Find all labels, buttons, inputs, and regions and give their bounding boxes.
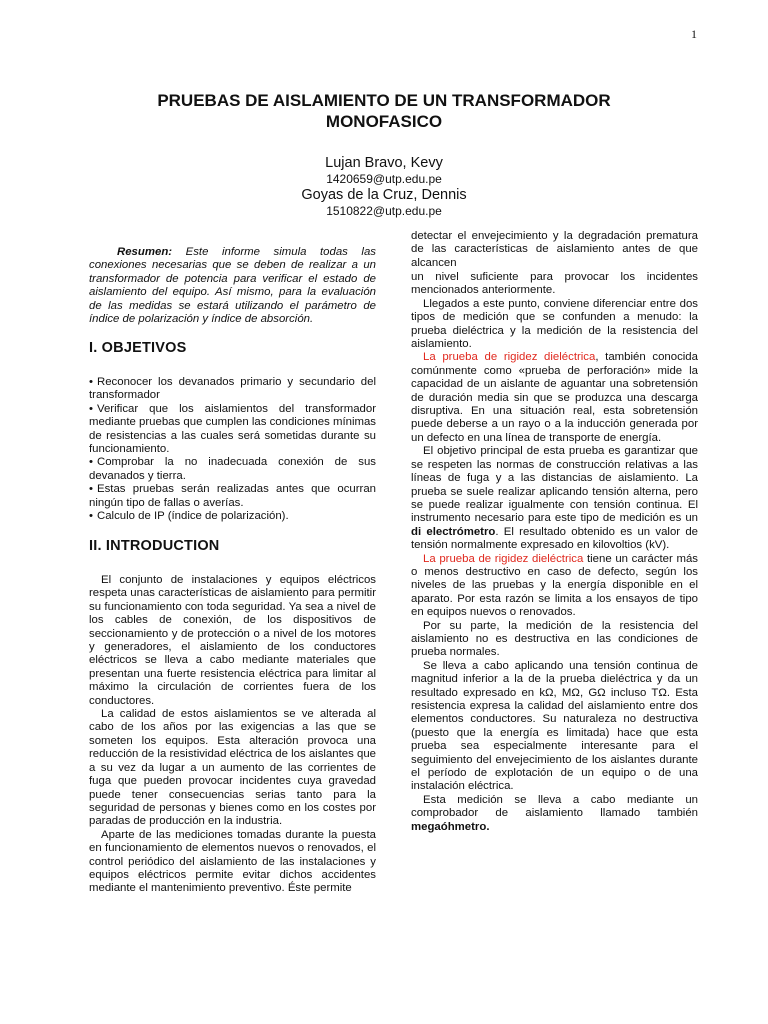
title-line-2: MONOFASICO	[325, 112, 443, 131]
right-paragraph-2: Llegados a este punto, conviene diferenciar entre dos tipos de medición que se confunden a menudo: la prueba dieléctrica y la medición de la resistencia del aislamiento.	[411, 297, 698, 351]
list-item: • Comprobar la no inadecuada conexión de sus devanados y tierra.	[89, 456, 376, 482]
list-item: • Verificar que los aislamientos del transformador mediante pruebas que cumplen las condiciones mínimas de resistencias a las cuales será sometidas durante su funcionamiento.	[89, 402, 376, 456]
right-paragraph-8: Esta medición se lleva a cabo mediante un comprobador de aislamiento llamado también megaóhmetro.	[411, 793, 698, 833]
intro-paragraph-1: El conjunto de instalaciones y equipos eléctricos respeta unas características de aislamiento para permitir su funcionamiento con toda seguridad. Ya sea a nivel de los cables de conexión, de los dispositivos de seccionamiento y de protección o a nivel de los motores y generadores, el aislamiento de los conductores eléctricos se lleva a cabo mediante materiales que presentan una fuerte resistencia eléctrica para limitar al máximo la circulación de corrientes fuera de los conductores.	[89, 574, 376, 707]
right-paragraph-3: La prueba de rigidez dieléctrica, también conocida comúnmente como «prueba de perforación» mide la capacidad de un aislante de aguantar una sobretensión de duración media sin que se produzca una descarga disruptiva. En una situación real, esta sobretensión puede deberse a un rayo o a la inducción generada por un defecto en una línea de transporte de energía.	[411, 351, 698, 444]
page-number: 1	[691, 27, 697, 41]
abstract	[89, 246, 376, 326]
bold-dielectrometro: di electrómetro	[411, 525, 496, 538]
highlight-rigidez-1: La prueba de rigidez dieléctrica	[423, 351, 596, 364]
author-email-2: 1510822@utp.edu.pe	[326, 204, 442, 218]
author-block	[0, 155, 768, 219]
right-paragraph-6: Por su parte, la medición de la resistencia del aislamiento no es destructiva en las condiciones de prueba normales.	[411, 619, 698, 659]
abstract-label: Resumen:	[117, 246, 173, 258]
introduction-body	[89, 574, 376, 896]
list-item: • Reconocer los devanados primario y secundario del transformador	[89, 376, 376, 402]
author-name-2: Goyas de la Cruz, Dennis	[301, 187, 467, 203]
bold-megaohmetro: megaóhmetro.	[411, 820, 490, 833]
paper-title	[60, 90, 708, 132]
intro-paragraph-3: Aparte de las mediciones tomadas durante la puesta en funcionamiento de elementos nuevos o renovados, el control periódico del aislamiento de las instalaciones y equipos eléctricos permite evitar dichos accidentes mediante el mantenimiento preventivo. Éste permite	[89, 828, 376, 895]
objectives-list	[89, 376, 376, 523]
right-column-body	[411, 271, 698, 834]
list-item: • Calculo de IP (índice de polarización).	[89, 510, 289, 523]
list-item: • Estas pruebas serán realizadas antes que ocurran ningún tipo de fallas o averías.	[89, 483, 376, 509]
right-paragraph-7: Se lleva a cabo aplicando una tensión continua de magnitud inferior a la de la prueba dieléctrica y da un resultado expresado en kΩ, MΩ, GΩ incluso TΩ. Esta resistencia expresa la calidad del aislamiento entre dos elementos conductores. Su naturaleza no destructiva (puesto que la energía es limitada) hace que esta prueba sea especialmente interesante para el seguimiento del envejecimiento de los aislantes durante el período de explotación de un equipo o de una instalación eléctrica.	[411, 659, 698, 793]
section-heading-objetivos: I. OBJETIVOS	[89, 340, 187, 356]
section-heading-introduction: II. INTRODUCTION	[89, 538, 220, 554]
right-paragraph-1: un nivel suficiente para provocar los incidentes mencionados anteriormente.	[411, 271, 698, 297]
intro-paragraph-2: La calidad de estos aislamientos se ve alterada al cabo de los años por las exigencias a las que se someten los equipos. Esta alteración provoca una reducción de la resistividad eléctrica de los aislantes que a su vez da lugar a un aumento de las corrientes de fuga que pueden provocar incidentes cuya gravedad puede tener consecuencias serias tanto para la seguridad de personas y bienes como en los costes por paradas de producción en la industria.	[89, 708, 376, 828]
right-column-top	[411, 230, 698, 270]
right-top-text: detectar el envejecimiento y la degradación prematura de las características de aislamiento antes de que alcancen	[411, 230, 698, 269]
title-line-1: PRUEBAS DE AISLAMIENTO DE UN TRANSFORMADOR	[157, 91, 611, 110]
author-email-1: 1420659@utp.edu.pe	[326, 172, 442, 186]
abstract-text: Este informe simula todas las conexiones necesarias que se deben de realizar a un transformador de potencia para verificar el estado de aislamiento del equipo. Así mismo, para la evaluación de las medidas se estará utilizando el parámetro de índice de polarización y índice de absorción.	[89, 246, 376, 326]
highlight-rigidez-2: La prueba de rigidez dieléctrica	[423, 552, 584, 565]
right-paragraph-5: La prueba de rigidez dieléctrica tiene un carácter más o menos destructivo en caso de defecto, según los niveles de las pruebas y la energía disponible en el aparato. Por esta razón se limita a los ensayos de tipo en equipos nuevos o renovados.	[411, 552, 698, 619]
author-name-1: Lujan Bravo, Kevy	[325, 155, 443, 171]
right-paragraph-4: El objetivo principal de esta prueba es garantizar que se respeten las normas de construcción relativas a las líneas de fuga y a las distancias de aislamiento. La prueba se suele realizar aplicando tensión alterna, pero se puede realizar igualmente con tensión continua. El instrumento necesario para este tipo de medición es un di electrómetro. El resultado obtenido es un valor de tensión normalmente expresado en kilovoltios (kV).	[411, 445, 698, 552]
